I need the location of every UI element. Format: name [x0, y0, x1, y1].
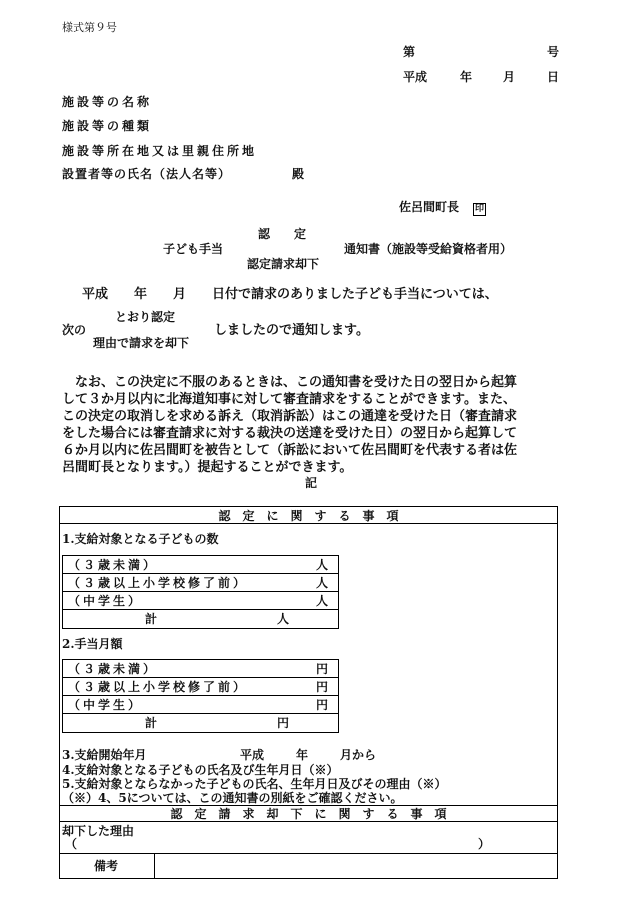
founder-name-label: 設置者等の氏名（法人名等） [62, 167, 232, 181]
row-unit: 人 [316, 576, 329, 590]
seal-icon: 印 [475, 204, 485, 214]
remarks-divider [154, 853, 155, 879]
row-unit: 人 [316, 558, 329, 572]
facility-type-label: 施設等の種類 [62, 119, 153, 133]
total-label: 計 [145, 716, 158, 730]
row-label: （３歳以上小学校修了前） [68, 576, 249, 590]
date-year: 年 [460, 70, 473, 84]
remarks-label: 備考 [94, 859, 119, 873]
facility-name-label: 施設等の名称 [62, 95, 153, 109]
form-number: 様式第９号 [62, 21, 117, 34]
row-label: （３歳以上小学校修了前） [68, 680, 249, 694]
row-unit: 円 [316, 680, 329, 694]
appeal-line: 呂間町長となります。）提起することができます。 [62, 460, 353, 475]
total-unit: 人 [277, 612, 290, 626]
honorific: 殿 [292, 167, 305, 181]
divider [59, 821, 558, 822]
row-label: （中学生） [68, 698, 144, 712]
title-rejection: 認定請求却下 [247, 257, 320, 271]
doc-number-prefix: 第 [403, 45, 416, 59]
row-unit: 人 [316, 594, 329, 608]
facility-address-label: 施設等所在地又は里親住所地 [62, 144, 258, 158]
divider [59, 805, 558, 806]
item3-era: 平成 [240, 748, 265, 762]
row-unit: 円 [316, 662, 329, 676]
section-approval-title: 認 定 に 関 す る 事 項 [218, 509, 399, 523]
item2-label: 2.手当月額 [62, 637, 123, 651]
total-unit: 円 [277, 716, 290, 730]
item3-month: 月から [340, 748, 377, 762]
appeal-line: をした場合には審査請求に対する裁決の送達を受けた日）の翌日から起算して [62, 426, 518, 441]
body-option-reject: 理由で請求を却下 [93, 336, 190, 350]
date-era: 平成 [403, 70, 428, 84]
total-label: 計 [145, 612, 158, 626]
divider [59, 523, 558, 524]
paren-open: （ [65, 837, 78, 851]
appeal-line: して３か月以内に北海道知事に対して審査請求をすることができます。また、 [62, 392, 516, 407]
issuer-title: 佐呂間町長 [399, 200, 460, 214]
section-rejection-title: 認 定 請 求 却 下 に 関 す る 事 項 [170, 807, 447, 821]
date-day: 日 [547, 70, 560, 84]
doc-number-suffix: 号 [547, 45, 560, 59]
appeal-paragraph [62, 374, 562, 476]
ki-label: 記 [305, 476, 318, 490]
paren-close: ） [478, 837, 491, 851]
appeal-line: この決定の取消しを求める訴え（取消訴訟）はこの通達を受けた日（審査請求 [62, 409, 518, 424]
title-allowance: 子ども手当 [163, 242, 224, 256]
body-prefix: 次の [62, 323, 87, 337]
title-approval: 認 定 [258, 227, 307, 241]
item5-label: 5.支給対象とならなかった子どもの氏名、生年月日及びその理由（※） [62, 777, 447, 791]
item3-year: 年 [296, 748, 309, 762]
item4-label: 4.支給対象となる子どもの氏名及び生年月日（※） [62, 763, 339, 777]
divider [59, 853, 558, 854]
body-option-approve: とおり認定 [115, 310, 176, 324]
appeal-line: なお、この決定に不服のあるときは、この通知書を受けた日の翌日から起算 [62, 375, 518, 390]
row-label: （３歳未満） [68, 558, 159, 572]
date-month: 月 [503, 70, 516, 84]
row-label: （３歳未満） [68, 662, 159, 676]
item3-label: 3.支給開始年月 [62, 748, 147, 762]
body-suffix: しましたので通知します。 [214, 323, 369, 338]
body-line-1: 平成 年 月 日付で請求のありました子ども手当については、 [82, 287, 498, 302]
note-label: （※）4、5については、この通知書の別紙をご確認ください。 [62, 791, 403, 805]
appeal-line: ６か月以内に佐呂間町を被告として（訴訟において佐呂間町を代表する者は佐 [62, 443, 518, 458]
rejection-reason-label: 却下した理由 [62, 824, 135, 838]
row-label: （中学生） [68, 594, 144, 608]
row-unit: 円 [316, 698, 329, 712]
item1-label: 1.支給対象となる子どもの数 [62, 532, 219, 546]
issuer [399, 201, 486, 216]
title-notice: 通知書（施設等受給資格者用） [344, 242, 513, 256]
